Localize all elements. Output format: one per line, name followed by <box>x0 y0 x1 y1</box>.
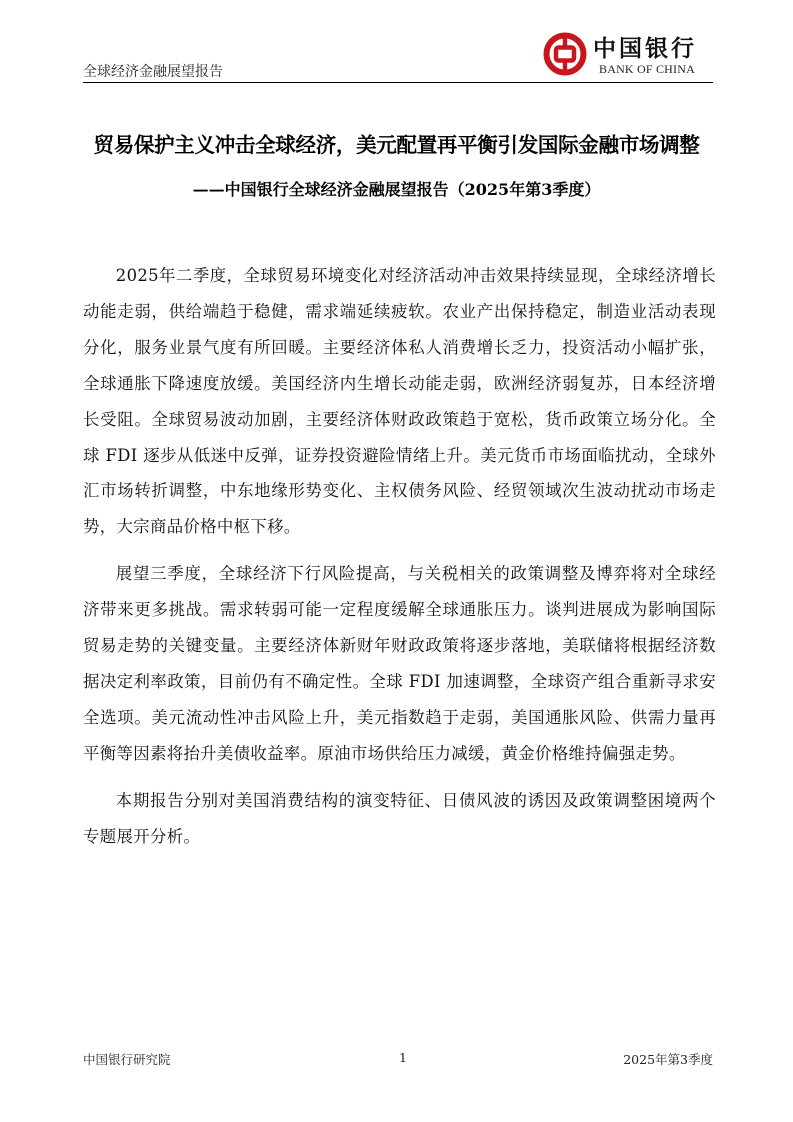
footer-period: 2025年第3季度 <box>623 1052 713 1067</box>
page-header <box>83 30 713 83</box>
running-title: 全球经济金融展望报告 <box>83 64 223 80</box>
paragraph-q2-review: 2025年二季度，全球贸易环境变化对经济活动冲击效果持续显现，全球经济增长动能走弱，供给端趋于稳健，需求端延续疲软。农业产出保持稳定，制造业活动表现分化，服务业景气度有所回暖。主要经济体私人消费增长乏力，投资活动小幅扩张，全球通胀下降速度放缓。美国经济内生增长动能走弱，欧洲经济弱复苏，日本经济增长受阻。全球贸易波动加剧，主要经济体财政政策趋于宽松，货币政策立场分化。全球 FDI 逐步从低迷中反弹，证券投资避险情绪上升。美元货币市场面临扰动，全球外汇市场转折调整，中东地缘形势变化、主权债务风险、经贸领域次生波动扰动市场走势，大宗商品价格中枢下移。 <box>83 266 716 537</box>
document-title: 贸易保护主义冲击全球经济，美元配置再平衡引发国际金融市场调整 <box>93 133 700 157</box>
logo-chinese-name: 中国银行 <box>593 35 697 62</box>
paragraph-q3-outlook: 展望三季度，全球经济下行风险提高，与关税相关的政策调整及博弈将对全球经济带来更多挑战。需求转弱可能一定程度缓解全球通胀压力。谈判进展成为影响国际贸易走势的关键变量。主要经济体新财年财政政策将逐步落地，美联储将根据经济数据决定利率政策，目前仍有不确定性。全球 FDI 加速调整，全球资产组合重新寻求安全选项。美元流动性冲击风险上升，美元指数趋于走弱，美国通胀风险、供需力量再平衡等因素将抬升美债收益率。原油市场供给压力减缓，黄金价格维持偏强走势。 <box>83 564 716 763</box>
bank-of-china-coin-icon <box>543 32 587 76</box>
page-number: 1 <box>399 1050 407 1065</box>
document-subtitle: ——中国银行全球经济金融展望报告（2025年第3季度） <box>192 180 601 199</box>
footer-publisher: 中国银行研究院 <box>83 1052 171 1067</box>
logo-english-name: BANK OF CHINA <box>599 62 695 76</box>
page-footer <box>83 1050 713 1070</box>
bank-logo <box>543 30 713 80</box>
paragraph-special-topics: 本期报告分别对美国消费结构的演变特征、日债风波的诱因及政策调整困境两个专题展开分析。 <box>83 790 716 846</box>
body-text <box>83 258 716 866</box>
